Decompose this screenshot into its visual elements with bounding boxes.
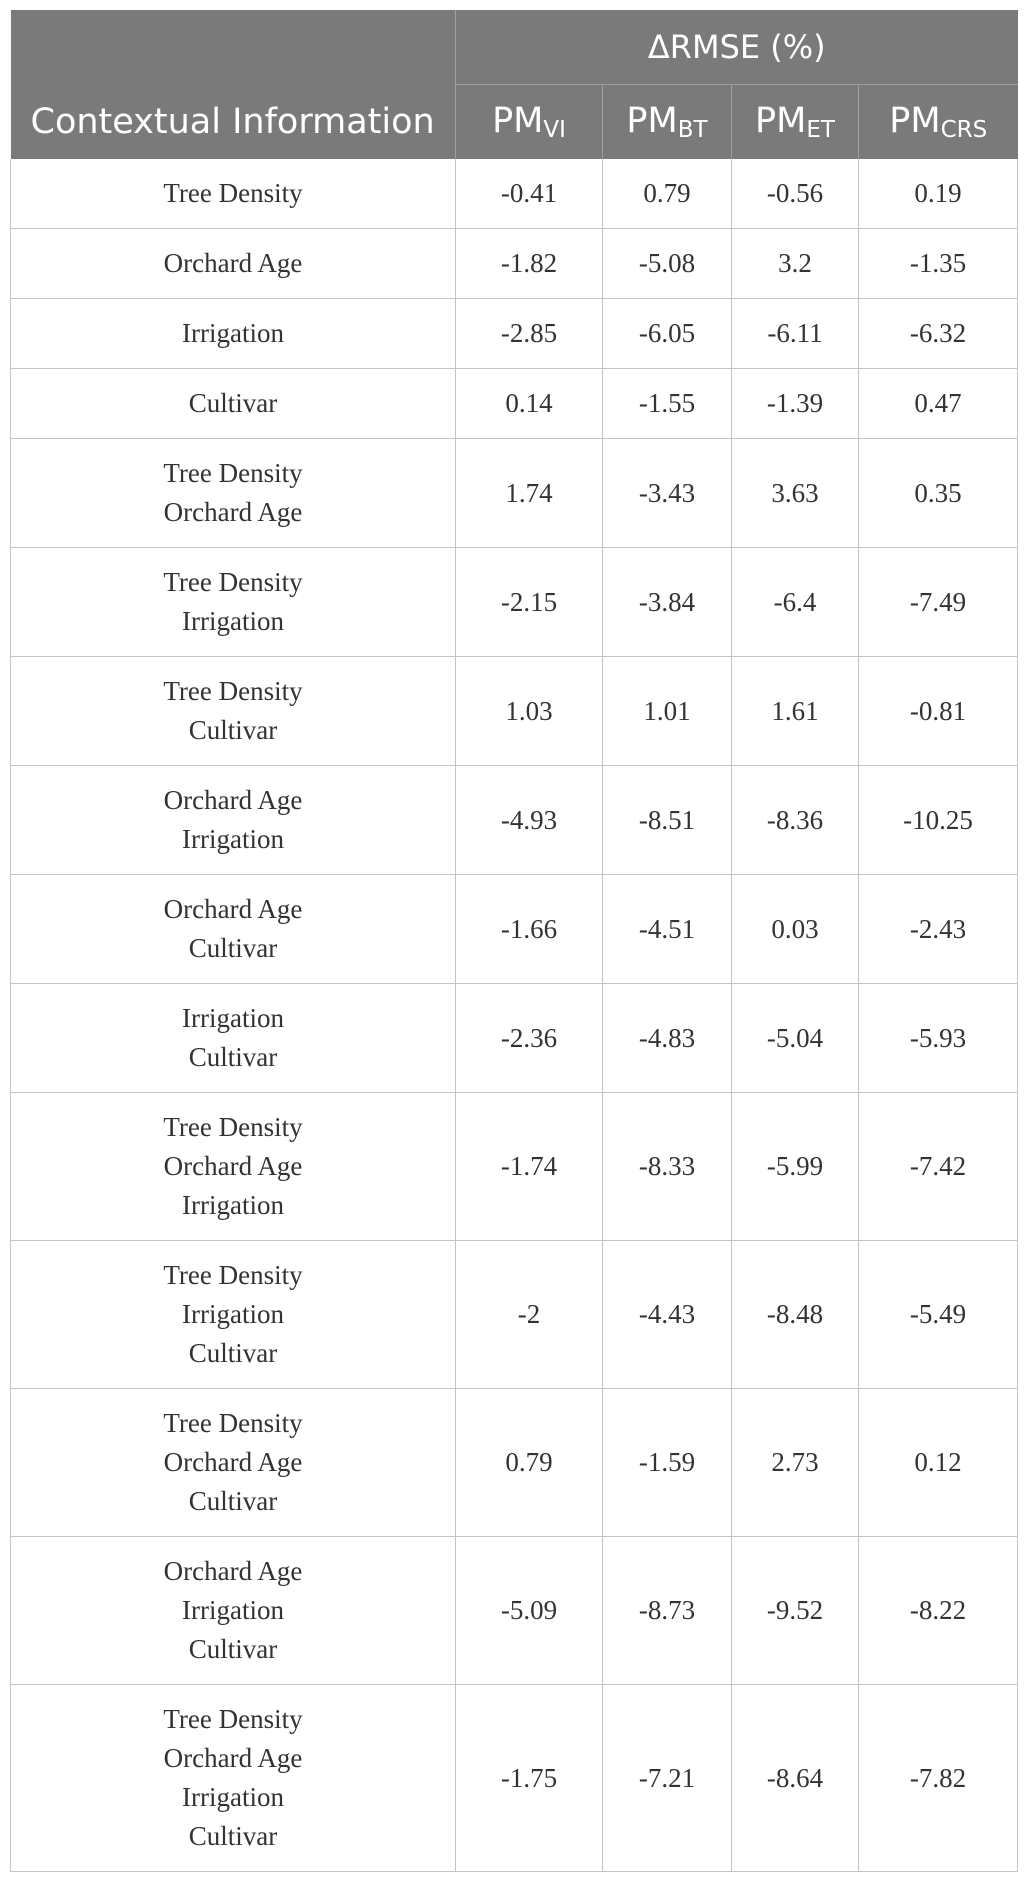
column-header-subscript: BT — [677, 117, 708, 143]
pm-bt-value-cell: -8.73 — [603, 1537, 732, 1685]
context-line: Tree Density — [163, 458, 303, 488]
pm-crs-value-cell: 0.47 — [859, 369, 1018, 439]
column-header-base: PM — [755, 101, 807, 141]
pm-bt-value-cell: -4.43 — [603, 1241, 732, 1389]
contextual-information-cell — [11, 369, 456, 439]
pm-bt-value-cell: -1.55 — [603, 369, 732, 439]
table-row — [11, 1685, 1018, 1872]
pm-bt-value-cell: -5.08 — [603, 229, 732, 299]
column-header-subscript: ET — [806, 117, 835, 143]
column-header-base: PM — [492, 101, 544, 141]
context-line: Irrigation — [182, 824, 284, 854]
pm-crs-value-cell: -5.93 — [859, 984, 1018, 1093]
table-row — [11, 1389, 1018, 1537]
context-line: Irrigation — [182, 1299, 284, 1329]
pm-crs-value-cell: -7.42 — [859, 1093, 1018, 1241]
column-header-subscript: VI — [543, 117, 566, 143]
context-line: Cultivar — [188, 933, 278, 963]
pm-bt-value-cell: -3.43 — [603, 439, 732, 548]
contextual-information-cell — [11, 548, 456, 657]
table-row — [11, 369, 1018, 439]
column-header-pm-bt — [603, 85, 732, 160]
table-header — [11, 10, 1018, 159]
context-line: Tree Density — [163, 178, 303, 208]
contextual-information-cell — [11, 229, 456, 299]
pm-vi-value-cell: -1.74 — [456, 1093, 603, 1241]
header-blank-cell — [11, 10, 456, 85]
table-row — [11, 1537, 1018, 1685]
table-row — [11, 229, 1018, 299]
pm-crs-value-cell: 0.19 — [859, 159, 1018, 229]
pm-crs-value-cell: 0.12 — [859, 1389, 1018, 1537]
column-header-base: PM — [889, 101, 941, 141]
pm-vi-value-cell: 1.03 — [456, 657, 603, 766]
contextual-information-cell — [11, 766, 456, 875]
context-line: Orchard Age — [163, 1743, 303, 1773]
column-header-contextual-information — [11, 85, 456, 160]
context-line: Irrigation — [182, 1190, 284, 1220]
contextual-information-cell — [11, 1685, 456, 1872]
context-line: Cultivar — [188, 1338, 278, 1368]
contextual-information-cell — [11, 1537, 456, 1685]
pm-et-value-cell: -0.56 — [732, 159, 859, 229]
pm-crs-value-cell: -2.43 — [859, 875, 1018, 984]
pm-bt-value-cell: -8.33 — [603, 1093, 732, 1241]
context-line: Irrigation — [182, 606, 284, 636]
pm-bt-value-cell: -8.51 — [603, 766, 732, 875]
context-line: Tree Density — [163, 567, 303, 597]
context-line: Irrigation — [182, 1595, 284, 1625]
table-row — [11, 1093, 1018, 1241]
pm-vi-value-cell: -2.15 — [456, 548, 603, 657]
pm-vi-value-cell: -5.09 — [456, 1537, 603, 1685]
table-row — [11, 548, 1018, 657]
context-line: Orchard Age — [163, 1556, 303, 1586]
pm-et-value-cell: -5.04 — [732, 984, 859, 1093]
table-row — [11, 159, 1018, 229]
pm-crs-value-cell: -7.49 — [859, 548, 1018, 657]
table-row — [11, 657, 1018, 766]
context-line: Tree Density — [163, 676, 303, 706]
pm-bt-value-cell: -3.84 — [603, 548, 732, 657]
delta-rmse-group-header: ΔRMSE (%) — [456, 10, 1018, 85]
pm-bt-value-cell: 1.01 — [603, 657, 732, 766]
pm-vi-value-cell: -1.66 — [456, 875, 603, 984]
pm-et-value-cell: -8.48 — [732, 1241, 859, 1389]
pm-et-value-cell: -8.36 — [732, 766, 859, 875]
contextual-information-cell — [11, 439, 456, 548]
context-line: Orchard Age — [163, 497, 303, 527]
contextual-information-cell — [11, 984, 456, 1093]
pm-et-value-cell: 3.2 — [732, 229, 859, 299]
pm-vi-value-cell: -2 — [456, 1241, 603, 1389]
pm-bt-value-cell: -7.21 — [603, 1685, 732, 1872]
context-line: Irrigation — [182, 318, 284, 348]
pm-bt-value-cell: -4.83 — [603, 984, 732, 1093]
pm-vi-value-cell: -4.93 — [456, 766, 603, 875]
pm-crs-value-cell: -6.32 — [859, 299, 1018, 369]
context-line: Orchard Age — [163, 785, 303, 815]
context-line: Tree Density — [163, 1112, 303, 1142]
column-header-pm-crs — [859, 85, 1018, 160]
context-line: Tree Density — [163, 1408, 303, 1438]
table-body — [11, 159, 1018, 1872]
column-header-base: PM — [626, 101, 678, 141]
column-header-pm-et — [732, 85, 859, 160]
context-line: Irrigation — [182, 1003, 284, 1033]
header-row-columns — [11, 85, 1018, 160]
pm-bt-value-cell: -6.05 — [603, 299, 732, 369]
context-line: Orchard Age — [163, 1447, 303, 1477]
pm-et-value-cell: -9.52 — [732, 1537, 859, 1685]
pm-et-value-cell: -1.39 — [732, 369, 859, 439]
pm-vi-value-cell: 0.79 — [456, 1389, 603, 1537]
pm-vi-value-cell: -1.82 — [456, 229, 603, 299]
column-header-label: Contextual Information — [30, 101, 435, 142]
header-row-group — [11, 10, 1018, 85]
context-line: Cultivar — [188, 1042, 278, 1072]
pm-bt-value-cell: -1.59 — [603, 1389, 732, 1537]
pm-bt-value-cell: -4.51 — [603, 875, 732, 984]
pm-vi-value-cell: -0.41 — [456, 159, 603, 229]
contextual-information-cell — [11, 159, 456, 229]
pm-et-value-cell: 1.61 — [732, 657, 859, 766]
context-line: Orchard Age — [163, 1151, 303, 1181]
pm-vi-value-cell: -1.75 — [456, 1685, 603, 1872]
pm-et-value-cell: 0.03 — [732, 875, 859, 984]
table-row — [11, 875, 1018, 984]
contextual-information-cell — [11, 657, 456, 766]
pm-crs-value-cell: -0.81 — [859, 657, 1018, 766]
table-row — [11, 766, 1018, 875]
pm-bt-value-cell: 0.79 — [603, 159, 732, 229]
contextual-information-cell — [11, 875, 456, 984]
pm-et-value-cell: 3.63 — [732, 439, 859, 548]
table-row — [11, 439, 1018, 548]
contextual-information-cell — [11, 1389, 456, 1537]
contextual-information-cell — [11, 299, 456, 369]
results-table — [10, 10, 1018, 1872]
table-row — [11, 984, 1018, 1093]
pm-et-value-cell: -5.99 — [732, 1093, 859, 1241]
pm-crs-value-cell: -8.22 — [859, 1537, 1018, 1685]
pm-et-value-cell: 2.73 — [732, 1389, 859, 1537]
context-line: Cultivar — [188, 1634, 278, 1664]
pm-crs-value-cell: -5.49 — [859, 1241, 1018, 1389]
pm-et-value-cell: -8.64 — [732, 1685, 859, 1872]
table-row — [11, 1241, 1018, 1389]
pm-vi-value-cell: 0.14 — [456, 369, 603, 439]
context-line: Cultivar — [188, 1486, 278, 1516]
context-line: Irrigation — [182, 1782, 284, 1812]
column-header-subscript: CRS — [940, 117, 988, 143]
pm-et-value-cell: -6.4 — [732, 548, 859, 657]
context-line: Cultivar — [188, 715, 278, 745]
pm-vi-value-cell: -2.85 — [456, 299, 603, 369]
table-row — [11, 299, 1018, 369]
context-line: Orchard Age — [163, 248, 303, 278]
context-line: Orchard Age — [163, 894, 303, 924]
contextual-information-cell — [11, 1093, 456, 1241]
pm-vi-value-cell: -2.36 — [456, 984, 603, 1093]
pm-crs-value-cell: 0.35 — [859, 439, 1018, 548]
pm-crs-value-cell: -10.25 — [859, 766, 1018, 875]
context-line: Tree Density — [163, 1704, 303, 1734]
pm-vi-value-cell: 1.74 — [456, 439, 603, 548]
column-header-pm-vi — [456, 85, 603, 160]
pm-crs-value-cell: -7.82 — [859, 1685, 1018, 1872]
context-line: Cultivar — [188, 1821, 278, 1851]
pm-et-value-cell: -6.11 — [732, 299, 859, 369]
contextual-information-cell — [11, 1241, 456, 1389]
context-line: Tree Density — [163, 1260, 303, 1290]
context-line: Cultivar — [188, 388, 278, 418]
pm-crs-value-cell: -1.35 — [859, 229, 1018, 299]
